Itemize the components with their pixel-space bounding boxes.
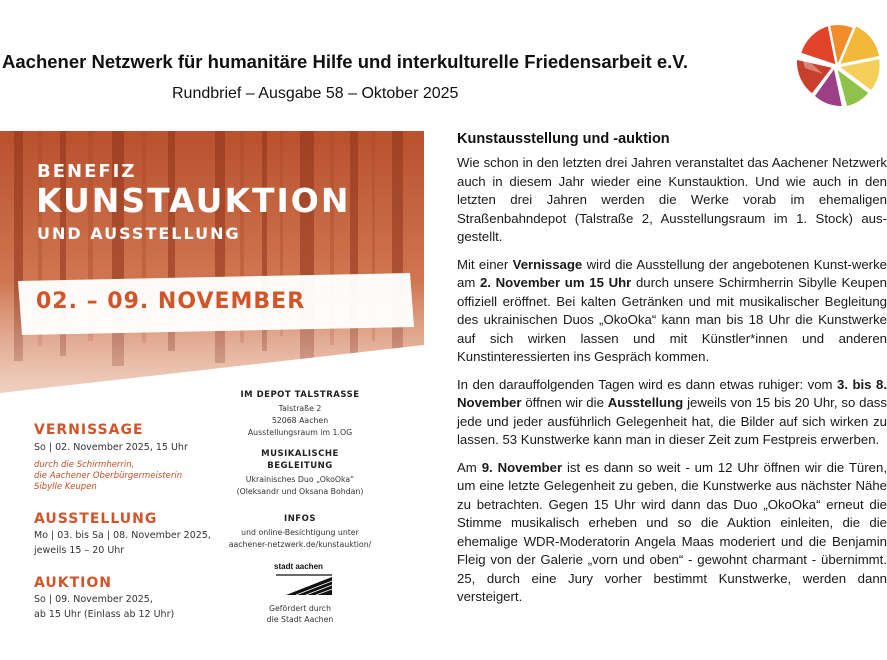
- stadt-aachen-logo: [272, 561, 336, 597]
- flyer-headline: KUNSTAUKTION: [36, 181, 351, 220]
- music-heading-2: BEGLEITUNG: [267, 461, 333, 471]
- vernissage-note-2: die Aachener Oberbürgermeisterin: [34, 471, 183, 481]
- ausstellung-line-2: jeweils 15 – 20 Uhr: [34, 545, 125, 556]
- venue-line-1: Talstraße 2: [278, 404, 322, 413]
- article-paragraph-1: Wie schon in den letzten drei Jahren veranstaltet das Aachener Netzwerk auch in diesem Jahr wieder eine Kunstauktion. Und wie auch in den letzten drei Jahren werden die Werke vorab im ehemaligen Straßenbahndepot (Talstraße 2, Ausstellungsraum im 1. Stock) aus-gestellt.: [457, 155, 887, 244]
- info-line-2: aachener-netzwerk.de/kunstauktion/: [228, 540, 372, 549]
- ausstellung-line-1: Mo | 03. bis Sa | 08. November 2025,: [34, 530, 211, 541]
- flyer-dates: 02. – 09. NOVEMBER: [36, 289, 306, 314]
- ausstellung-heading: AUSSTELLUNG: [34, 511, 158, 527]
- flyer-subheadline: UND AUSSTELLUNG: [37, 224, 241, 243]
- venue-heading: IM DEPOT TALSTRASSE: [240, 390, 360, 400]
- vernissage-note-3: Sibylle Keupen: [34, 482, 97, 492]
- venue-line-2: 52068 Aachen: [271, 416, 329, 425]
- auktion-heading: AUKTION: [34, 575, 112, 591]
- article-paragraph-4: Am 9. November ist es dann so weit - um 12 Uhr öffnen wir die Türen, um eine letzte Gelegenheit zu geben, die Kunstwerke aus nächster Nähe zu betrachten. Gegen 15 Uhr wird dann das Duo „OkoOka“ erneut die Stimme musikalisch erheben und so die Auktion einleiten, die die ehemalige WDR-Moderatorin Angela Maas moderiert und die Benjamin Fleig von der Galerie „vorn und oben“ - gewohnt charmant - übernimmt. 25, durch eine Jury vorher bestimmt Kunstwerke, werden dann versteigert.: [457, 459, 887, 604]
- music-line-2: (Oleksandr und Oksana Bohdan): [236, 487, 364, 496]
- article: [457, 131, 887, 631]
- vernissage-heading: VERNISSAGE: [34, 422, 144, 438]
- auktion-line-1: So | 09. November 2025,: [34, 594, 153, 605]
- vernissage-note-1: durch die Schirmherrin,: [34, 460, 135, 470]
- info-heading: INFOS: [284, 514, 316, 524]
- article-paragraph-3: In den darauffolgenden Tagen wird es dann etwas ruhiger: vom 3. bis 8. November öffnen wir die Ausstellung jeweils von 15 bis 20 Uhr, so dass jede und jeder ausführlich Gelegenheit hat, die Bilder auf sich wirken zu lassen. 53 Kunstwerke kann man in dieser Zeit zum Festpreis erwerben.: [457, 376, 887, 447]
- auktion-line-2: ab 15 Uhr (Einlass ab 12 Uhr): [34, 609, 175, 620]
- article-title: Kunstausstellung und -auktion: [457, 131, 670, 147]
- info-line-1: und online-Besichtigung unter: [241, 528, 359, 537]
- music-heading-1: MUSIKALISCHE: [261, 449, 339, 459]
- sponsor-line-2: die Stadt Aachen: [266, 615, 334, 624]
- organization-title: Aachener Netzwerk für humanitäre Hilfe und interkulturelle Friedensarbeit e.V.: [2, 51, 689, 72]
- flyer-kicker: BENEFIZ: [37, 161, 137, 182]
- svg-text:stadt aachen: stadt aachen: [274, 562, 323, 571]
- vernissage-time: So | 02. November 2025, 15 Uhr: [34, 442, 188, 453]
- event-flyer: [0, 131, 424, 636]
- sponsor-line-1: Gefördert durch: [268, 604, 332, 613]
- organization-logo: [793, 20, 883, 112]
- issue-line: Rundbrief – Ausgabe 58 – Oktober 2025: [172, 85, 459, 102]
- music-line-1: Ukrainisches Duo „OkoOka“: [245, 475, 355, 484]
- article-paragraph-2: Mit einer Vernissage wird die Ausstellung der angebotenen Kunst-werke am 2. November um 15 Uhr durch unsere Schirmherrin Sibylle Keupen offiziell eröffnet. Bei kalten Getränken und mit musikalischer Begleitung des ukrainischen Duos „OkoOka“ kann man bis 18 Uhr die Kunstwerke auf sich wirken lassen und mit Künstler*innen und anderen Kunstinteressierten ins Gespräch kommen.: [457, 256, 887, 364]
- venue-line-3: Ausstellungsraum im 1.OG: [247, 428, 353, 437]
